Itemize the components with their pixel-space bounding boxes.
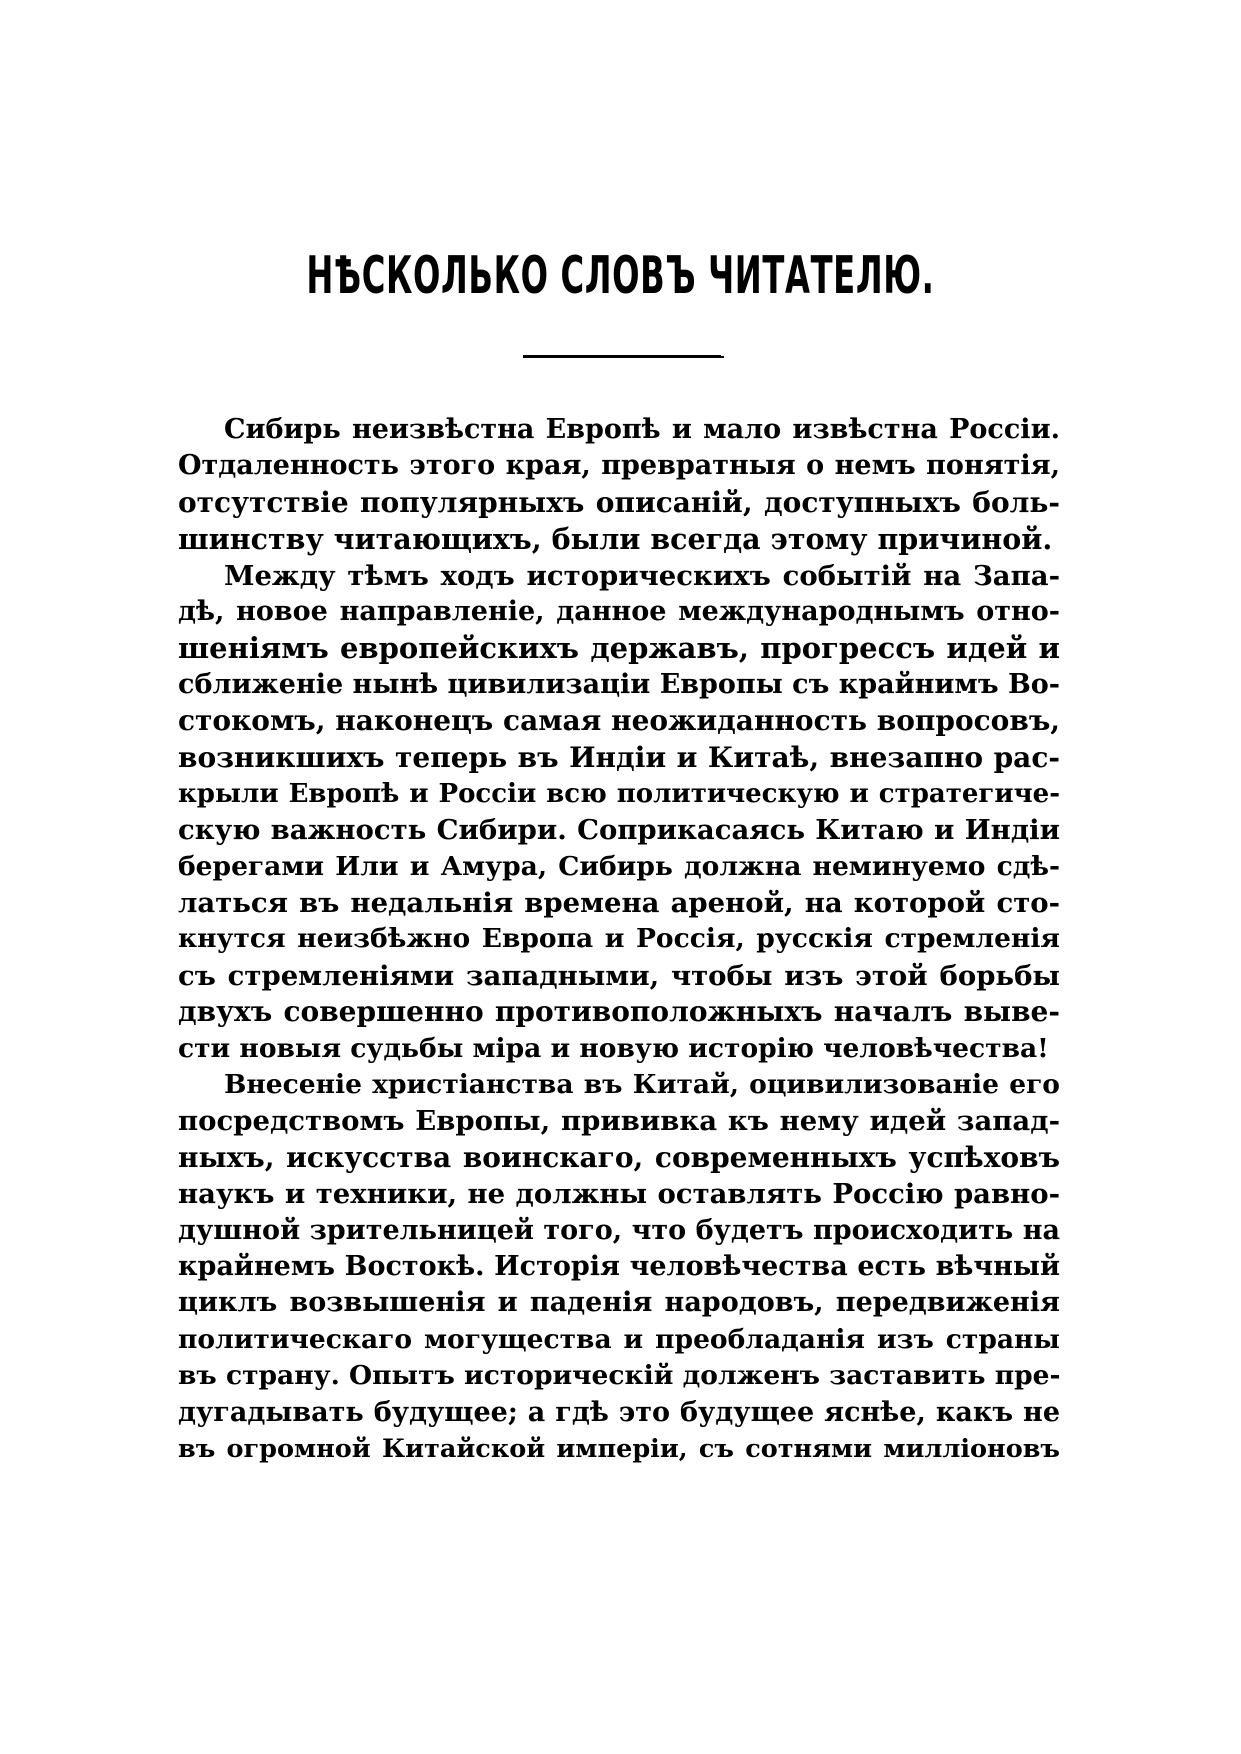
text-line: ныхъ, искусства воинскаго, современныхъ успѣховъ (178, 1140, 1060, 1174)
title-divider-tail (680, 356, 724, 358)
body-text (178, 412, 1060, 1467)
text-line: душной зрительницей того, что будетъ происходить на (178, 1214, 1060, 1246)
text-line: посредствомъ Европы, прививка къ нему идей запад- (178, 1105, 1060, 1138)
text-line: отсутствiе популярныхъ описанiй, доступныхъ боль- (178, 485, 1060, 519)
text-line: крайнемъ Востокѣ. Исторiя человѣчества есть вѣчный (178, 1250, 1060, 1282)
text-line: дугадывать будущее; а гдѣ это будущее яснѣе, какъ не (178, 1396, 1060, 1428)
text-line: Отдаленность этого края, превратныя о немъ понятiя, (178, 450, 1060, 482)
text-line: наукъ и техники, не должны оставлять Россiю равно- (178, 1178, 1060, 1211)
text-line: крыли Европѣ и Россiи всю политическую и стратегиче- (178, 778, 1060, 809)
text-line: скую важность Сибири. Соприкасаясь Китаю и Индiи (178, 814, 1060, 847)
text-line: Между тѣмъ ходъ историческихъ событiй на Запа- (224, 559, 1060, 592)
text-line: берегами Или и Амура, Сибирь должна неминуемо сдѣ- (178, 850, 1060, 882)
text-line: сти новыя судьбы мiра и новую исторiю человѣчества! (178, 1032, 1049, 1064)
text-line: латься въ недальнiя времена ареной, на которой сто- (178, 887, 1060, 920)
text-line: дѣ, новое направленiе, данное международнымъ отно- (178, 595, 1060, 627)
text-line: шенiямъ европейскихъ державъ, прогрессъ идей и (178, 631, 1060, 666)
text-line: стокомъ, наконецъ самая неожиданность вопросовъ, (178, 704, 1060, 738)
page-title: НѢСКОЛЬКО СЛОВЪ ЧИТАТЕЛЮ. (306, 246, 935, 306)
text-line: Внесенiе христiанства въ Китай, оцивилизованiе его (224, 1069, 1060, 1101)
text-line: Сибирь неизвѣстна Европѣ и мало извѣстна Россiи. (224, 414, 1060, 445)
text-line: циклъ возвышенiя и паденiя народовъ, передвиженiя (178, 1287, 1060, 1319)
text-line: въ страну. Опытъ историческiй долженъ заставить пре- (178, 1360, 1060, 1392)
text-line: возникшихъ теперь въ Индiи и Китаѣ, внезапно рас- (178, 740, 1060, 774)
text-line: въ огромной Китайской имперiи, съ сотнями миллiоновъ (178, 1433, 1060, 1464)
text-line: кнутся неизбѣжно Европа и Россiя, русскiя стремленiя (178, 923, 1060, 955)
text-line: съ стремленiями западными, чтобы изъ этой борьбы (178, 959, 1060, 992)
text-line: шинству читающихъ, были всегда этому причиной. (178, 522, 1053, 557)
text-line: политическаго могущества и преобладанiя изъ страны (178, 1323, 1060, 1355)
text-line: двухъ совершенно противоположныхъ началъ выве- (178, 995, 1060, 1029)
text-line: сближенiе нынѣ цивилизацiи Европы съ крайнимъ Во- (178, 668, 1060, 700)
